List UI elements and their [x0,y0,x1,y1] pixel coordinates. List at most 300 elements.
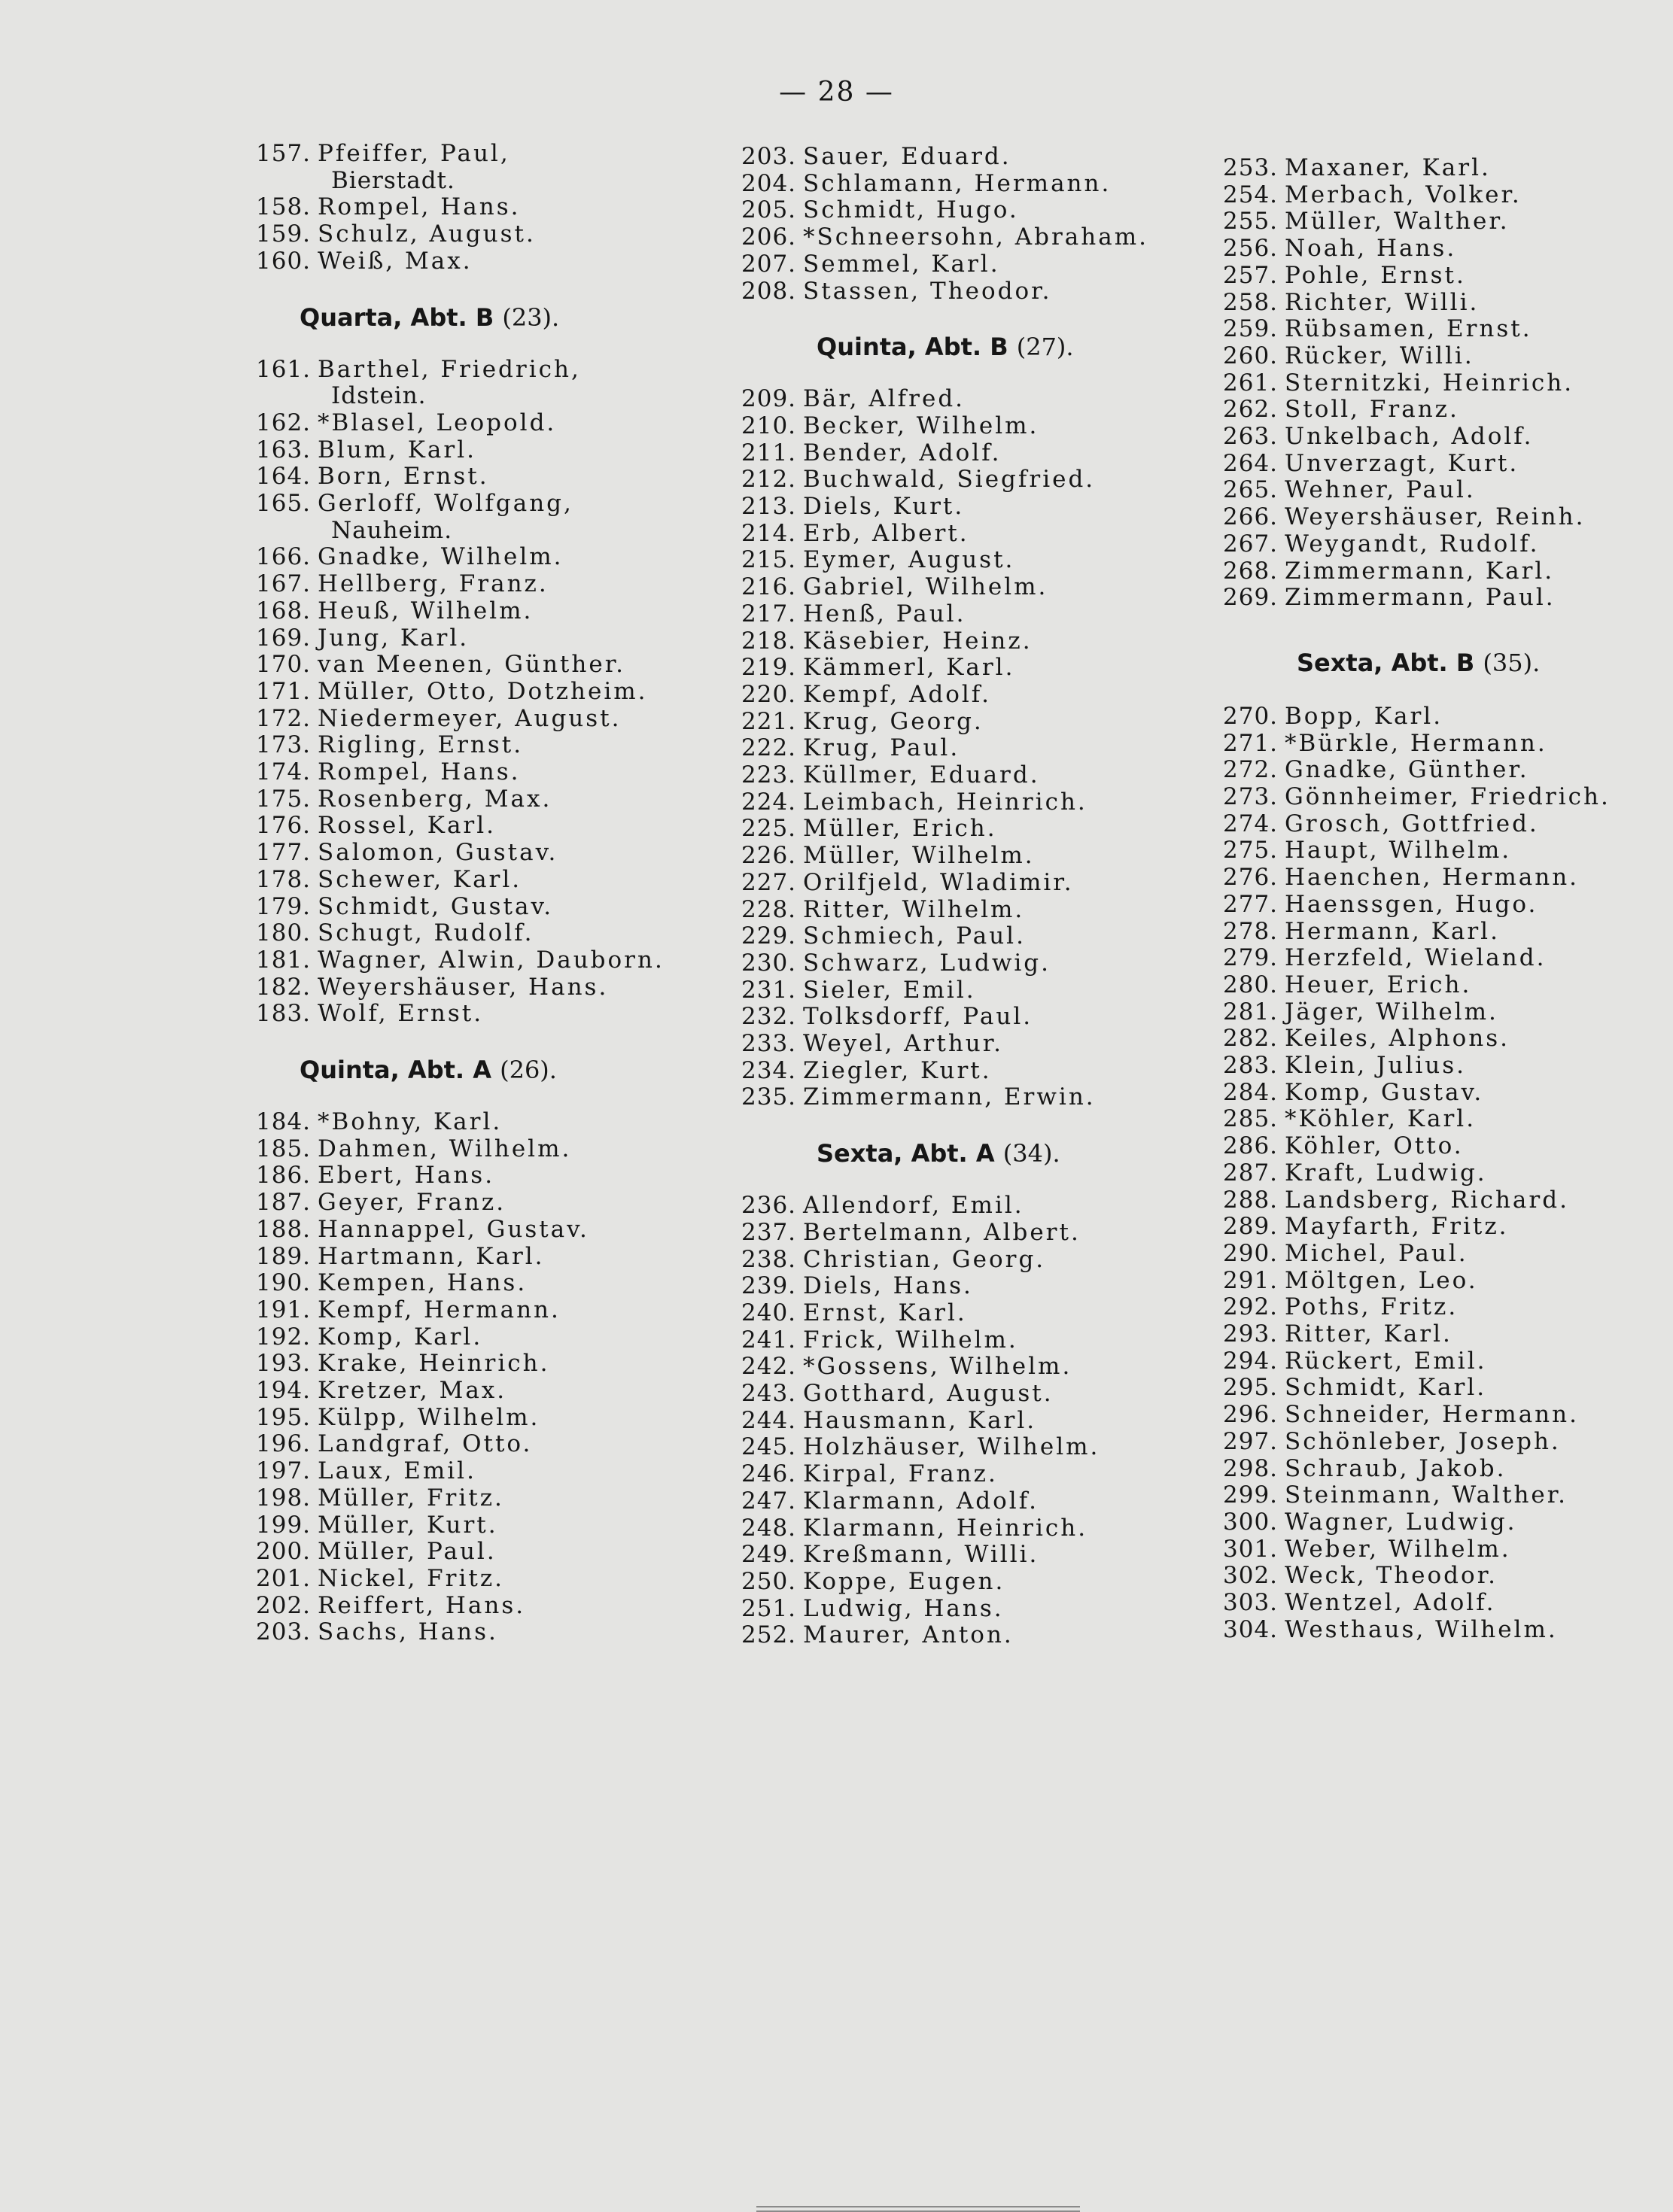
entry-number: 158. [256,193,312,221]
entry-name: Keiles, Alphons. [1285,1025,1510,1053]
list-item [1223,181,1522,208]
list-item [256,140,510,167]
section-count: (35). [1483,648,1541,677]
section-count: (23). [502,302,560,332]
entry-name: Klein, Julius. [1285,1052,1466,1079]
entry-name: Ziegler, Kurt. [803,1056,992,1084]
entry-number: 253. [1223,154,1279,181]
entry-number: 225. [741,815,797,843]
section-title: Quarta, Abt. B [300,302,494,332]
list-item [741,1353,1072,1380]
entry-name: Rosenberg, Max. [318,785,552,813]
list-item [256,1108,502,1135]
entry-name: Barthel, Friedrich, [318,355,581,383]
entry-name: Komp, Karl. [318,1323,483,1351]
entry-name: Haenssgen, Hugo. [1285,890,1538,918]
list-item [256,1430,532,1457]
entry-number: 239. [741,1272,797,1300]
list-item [1223,235,1456,262]
list-item [1223,584,1556,611]
entry-name: Schmiech, Paul. [803,922,1026,950]
entry-number: 269. [1223,584,1279,612]
list-item [1223,1105,1476,1132]
entry-number: 186. [256,1162,312,1190]
list-item [1223,342,1474,369]
entry-number: 286. [1223,1132,1279,1160]
entry-name: Müller, Wilhelm. [803,842,1035,870]
list-item [256,1512,498,1539]
entry-name: Rompel, Hans. [318,193,521,221]
entry-name: Müller, Erich. [803,815,997,843]
entry-number: 280. [1223,971,1279,998]
entry-number: 292. [1223,1293,1279,1321]
list-item [741,1003,1033,1030]
list-item [741,1272,973,1299]
entry-number: 193. [256,1350,312,1378]
list-item [256,570,549,597]
list-item [1223,289,1479,316]
list-item [741,734,960,761]
entry-name: Schraub, Jakob. [1285,1454,1507,1482]
list-item [741,1460,998,1487]
entry-number: 272. [1223,756,1279,784]
list-item [1223,756,1529,783]
entry-name: Käsebier, Heinz. [803,627,1033,655]
entry-name: Bertelmann, Albert. [803,1218,1081,1246]
list-item [1223,998,1498,1025]
entry-name: Rossel, Karl. [318,812,497,840]
list-item [256,490,573,517]
entry-name: Müller, Paul. [318,1538,497,1566]
entry-number: 267. [1223,530,1279,558]
entry-name: Frick, Wilhelm. [803,1326,1018,1354]
entry-number: 221. [741,707,797,735]
list-item [256,1269,527,1296]
entry-name: Kretzer, Max. [318,1377,507,1404]
entry-number: 195. [256,1403,312,1431]
entry-number: 230. [741,949,797,977]
list-item [1223,1348,1487,1375]
entry-name: *Bürkle, Hermann. [1285,729,1547,757]
entry-number: 198. [256,1484,312,1512]
list-item [256,785,552,813]
entry-number: 295. [1223,1374,1279,1402]
entry-name: Kreßmann, Willi. [803,1541,1039,1569]
list-item [741,439,1001,466]
entry-number: 236. [741,1192,797,1220]
entry-name: Rücker, Willi. [1285,342,1474,369]
entry-name: Jäger, Wilhelm. [1285,998,1498,1025]
list-item [741,1568,1005,1595]
entry-number: 164. [256,463,312,491]
list-item [741,170,1111,197]
entry-number: 264. [1223,449,1279,477]
entry-continuation: Idstein. [331,382,427,410]
list-item [256,1592,525,1619]
entry-number: 265. [1223,476,1279,504]
list-item [741,788,1087,816]
entry-name: Klarmann, Adolf. [803,1487,1039,1515]
entry-number: 214. [741,519,797,547]
entry-number: 182. [256,973,312,1001]
entry-name: Ritter, Karl. [1285,1320,1452,1348]
entry-name: Pohle, Ernst. [1285,261,1466,289]
entry-number: 279. [1223,944,1279,972]
list-item [1223,1481,1568,1509]
entry-name: Herzfeld, Wieland. [1285,944,1547,972]
entry-name: Ebert, Hans. [318,1162,495,1190]
entry-name: Gerloff, Wolfgang, [318,490,573,517]
entry-continuation: Nauheim. [331,516,453,544]
entry-name: Gotthard, August. [803,1380,1054,1407]
list-item [741,761,1040,788]
section-count: (27). [1016,333,1074,362]
list-item [1223,1536,1511,1563]
entry-number: 176. [256,812,312,840]
entry-number: 199. [256,1511,312,1539]
entry-name: Wehner, Paul. [1285,476,1476,504]
entry-number: 234. [741,1056,797,1084]
entry-number: 266. [1223,503,1279,531]
entry-name: Henß, Paul. [803,600,966,627]
list-item [1223,1267,1478,1294]
entry-number: 301. [1223,1535,1279,1563]
entry-name: Heuß, Wilhelm. [318,597,534,624]
entry-name: Laux, Emil. [318,1457,476,1485]
list-item [256,705,622,732]
list-item [741,1433,1100,1460]
entry-number: 212. [741,466,797,494]
list-item [1223,837,1511,864]
section-heading [817,333,1074,361]
list-item [741,842,1035,869]
list-item [256,1377,506,1404]
list-item [1223,1401,1579,1428]
entry-number: 169. [256,624,312,652]
entry-name: Gnadke, Günther. [1285,756,1529,784]
entry-number: 178. [256,865,312,893]
entry-name: *Bohny, Karl. [318,1108,503,1135]
list-item [1223,730,1547,757]
entry-name: Sternitzki, Heinrich. [1285,369,1574,397]
entry-number: 235. [741,1083,797,1111]
list-item [741,385,965,412]
list-item [256,866,522,893]
list-item [256,839,558,866]
list-item [741,896,1024,923]
entry-number: 185. [256,1135,312,1162]
entry-name: Blum, Karl. [318,436,476,463]
entry-number: 233. [741,1030,797,1057]
entry-number: 179. [256,892,312,920]
list-item [1223,1187,1569,1214]
section-count: (26). [500,1056,557,1084]
list-item [1223,1079,1483,1106]
entry-number: 224. [741,788,797,816]
entry-number: 247. [741,1487,797,1515]
entry-name: Schlamann, Hermann. [803,169,1112,197]
entry-number: 287. [1223,1159,1279,1187]
entry-number: 231. [741,976,797,1004]
section-heading [300,1056,557,1084]
list-item [741,1083,1096,1111]
entry-number: 172. [256,704,312,732]
entry-number: 248. [741,1514,797,1542]
list-item [256,220,536,248]
list-item [1223,944,1546,971]
entry-name: Hannappel, Gustav. [318,1215,589,1243]
entry-number: 263. [1223,423,1279,450]
entry-name: Müller, Kurt. [318,1511,498,1539]
entry-number: 240. [741,1299,797,1326]
entry-number: 275. [1223,837,1279,864]
entry-number: 282. [1223,1025,1279,1053]
list-item [1223,369,1574,397]
entry-name: Nickel, Fritz. [318,1564,505,1592]
list-item [256,758,520,785]
list-item [1223,396,1459,423]
entry-name: Pfeiffer, Paul, [318,140,510,167]
entry-name: Becker, Wilhelm. [803,412,1039,439]
entry-number: 219. [741,654,797,682]
entry-name: Wentzel, Adolf. [1285,1589,1496,1616]
entry-name: Hellberg, Franz. [318,570,549,598]
entry-name: *Köhler, Karl. [1285,1105,1477,1133]
entry-name: Grosch, Gottfried. [1285,810,1539,837]
entry-number: 255. [1223,208,1279,235]
entry-number: 196. [256,1430,312,1458]
entry-name: Geyer, Franz. [318,1189,506,1217]
section-heading [300,303,559,332]
entry-name: Rigling, Ernst. [318,731,524,759]
list-item [741,681,991,708]
list-item [1223,703,1443,730]
entry-number: 187. [256,1189,312,1217]
entry-number: 194. [256,1377,312,1404]
entry-number: 259. [1223,315,1279,343]
list-item [256,1135,571,1162]
list-item [1223,154,1491,181]
list-item [741,627,1033,655]
entry-number: 190. [256,1269,312,1297]
entry-number: 273. [1223,783,1279,810]
section-title: Sexta, Abt. A [817,1139,995,1168]
entry-number: 168. [256,597,312,624]
entry-name: Niedermeyer, August. [318,704,622,732]
entry-number: 216. [741,573,797,601]
entry-name: Michel, Paul. [1285,1239,1468,1267]
entry-number: 223. [741,761,797,788]
entry-name: Haupt, Wilhelm. [1285,837,1512,864]
list-item [741,412,1039,439]
list-item [741,1621,1014,1648]
entry-number: 250. [741,1567,797,1595]
list-item [256,1243,545,1270]
list-item [1223,918,1500,945]
list-item [256,356,581,383]
entry-name: Schugt, Rudolf. [318,919,534,947]
entry-name: Ludwig, Hans. [803,1594,1004,1622]
entry-name: Weck, Theodor. [1285,1562,1498,1590]
list-item [256,543,564,570]
entry-name: Steinmann, Walther. [1285,1481,1568,1509]
list-item [256,1189,506,1216]
list-item [741,1192,1024,1219]
list-item [256,597,533,624]
entry-number: 166. [256,543,312,571]
list-item [256,436,476,463]
entry-number: 260. [1223,342,1279,369]
entry-name: Rückert, Emil. [1285,1347,1487,1375]
entry-number: 220. [741,680,797,708]
entry-name: Haenchen, Hermann. [1285,864,1580,892]
list-item [1223,891,1538,918]
entry-name: Salomon, Gustav. [318,839,558,867]
entry-name: *Gossens, Wilhelm. [803,1353,1072,1381]
page-number: — 28 — [779,77,894,108]
entry-number: 171. [256,677,312,705]
entry-number: 211. [741,439,797,466]
entry-name: Allendorf, Emil. [803,1192,1024,1220]
list-item [256,1350,549,1377]
entry-number: 202. [256,1591,312,1619]
list-item [741,922,1026,950]
list-item [741,1380,1054,1407]
list-item [1223,208,1510,235]
list-item [256,1457,476,1484]
entry-number: 170. [256,651,312,679]
entry-number: 160. [256,247,312,275]
entry-name: Maurer, Anton. [803,1621,1014,1649]
entry-number: 218. [741,627,797,655]
entry-name: Richter, Willi. [1285,288,1480,316]
entry-name: Schmidt, Gustav. [318,892,554,920]
list-item [256,1000,483,1027]
entry-number: 274. [1223,810,1279,837]
entry-name: Diels, Hans. [803,1272,973,1300]
entry-number: 257. [1223,261,1279,289]
list-item [256,678,648,705]
entry-number: 165. [256,490,312,517]
list-item [1223,530,1539,558]
list-item [1223,1374,1486,1401]
entry-name: Schmidt, Hugo. [803,196,1019,224]
list-item [256,1216,589,1243]
entry-name: Sachs, Hans. [318,1618,498,1646]
list-item [741,1541,1039,1568]
list-item [256,1538,497,1565]
entry-number: 256. [1223,235,1279,263]
list-item [256,1404,540,1431]
list-item [741,654,1014,681]
list-item [741,1515,1087,1542]
entry-number: 261. [1223,369,1279,397]
entry-number: 244. [741,1406,797,1434]
entry-name: Mayfarth, Fritz. [1285,1213,1509,1241]
entry-number: 283. [1223,1052,1279,1079]
list-item [1223,315,1532,342]
list-item [256,409,556,436]
entry-number: 222. [741,734,797,762]
list-item [1223,1052,1466,1079]
list-item [741,1595,1004,1622]
list-item [256,1162,494,1189]
list-item [741,466,1095,493]
entry-name: Semmel, Karl. [803,250,1000,278]
entry-number: 304. [1223,1615,1279,1643]
entry-number: 237. [741,1218,797,1246]
list-item [1223,1025,1510,1052]
list-item [741,869,1074,896]
entry-number: 201. [256,1564,312,1592]
list-item [256,463,489,490]
entry-name: Westhaus, Wilhelm. [1285,1615,1558,1643]
entry-number: 290. [1223,1239,1279,1267]
entry-name: Klarmann, Heinrich. [803,1514,1088,1542]
list-item [1223,1320,1452,1348]
entry-number: 302. [1223,1562,1279,1590]
entry-name: *Blasel, Leopold. [318,409,557,436]
entry-name: Schmidt, Karl. [1285,1374,1487,1402]
entry-number: 175. [256,785,312,813]
entry-name: Gnadke, Wilhelm. [318,543,564,571]
entry-name: Leimbach, Heinrich. [803,788,1087,816]
list-item [741,815,997,842]
entry-number: 303. [1223,1589,1279,1616]
entry-name: Gabriel, Wilhelm. [803,573,1048,601]
entry-number: 228. [741,895,797,923]
list-item [741,1487,1039,1515]
entry-name: Christian, Georg. [803,1245,1046,1273]
list-item [256,946,665,974]
list-item [741,573,1048,600]
entry-name: Zimmermann, Karl. [1285,557,1555,585]
entry-number: 288. [1223,1186,1279,1214]
entry-name: Schwarz, Ludwig. [803,949,1051,977]
entry-number: 177. [256,839,312,867]
entry-name: Schulz, August. [318,220,536,248]
entry-name: Sauer, Eduard. [803,143,1011,170]
list-item [1223,783,1611,810]
entry-number: 242. [741,1353,797,1381]
entry-number: 197. [256,1457,312,1485]
list-item [1223,1509,1516,1536]
list-item [1223,1428,1561,1455]
entry-name: Stoll, Franz. [1285,396,1459,424]
list-item [256,1565,504,1592]
entry-name: Weygandt, Rudolf. [1285,530,1540,558]
entry-number: 285. [1223,1105,1279,1133]
entry-name: Rübsamen, Ernst. [1285,315,1532,343]
entry-name: Weyershäuser, Hans. [318,973,609,1001]
list-item [741,977,976,1004]
list-item [741,1057,992,1084]
entry-name: Merbach, Volker. [1285,181,1522,208]
entry-name: Buchwald, Siegfried. [803,466,1096,494]
entry-name: Weiß, Max. [318,247,473,275]
entry-name: Köhler, Otto. [1285,1132,1464,1160]
list-item [1223,423,1534,450]
entry-name: Weber, Wilhelm. [1285,1535,1511,1563]
entry-number: 300. [1223,1508,1279,1536]
list-item [256,919,534,946]
entry-name: Wagner, Alwin, Dauborn. [318,946,665,974]
list-item [256,731,523,758]
list-item [741,1326,1018,1354]
entry-number: 208. [741,277,797,305]
entry-name: Schönleber, Joseph. [1285,1427,1561,1455]
entry-number: 205. [741,196,797,224]
